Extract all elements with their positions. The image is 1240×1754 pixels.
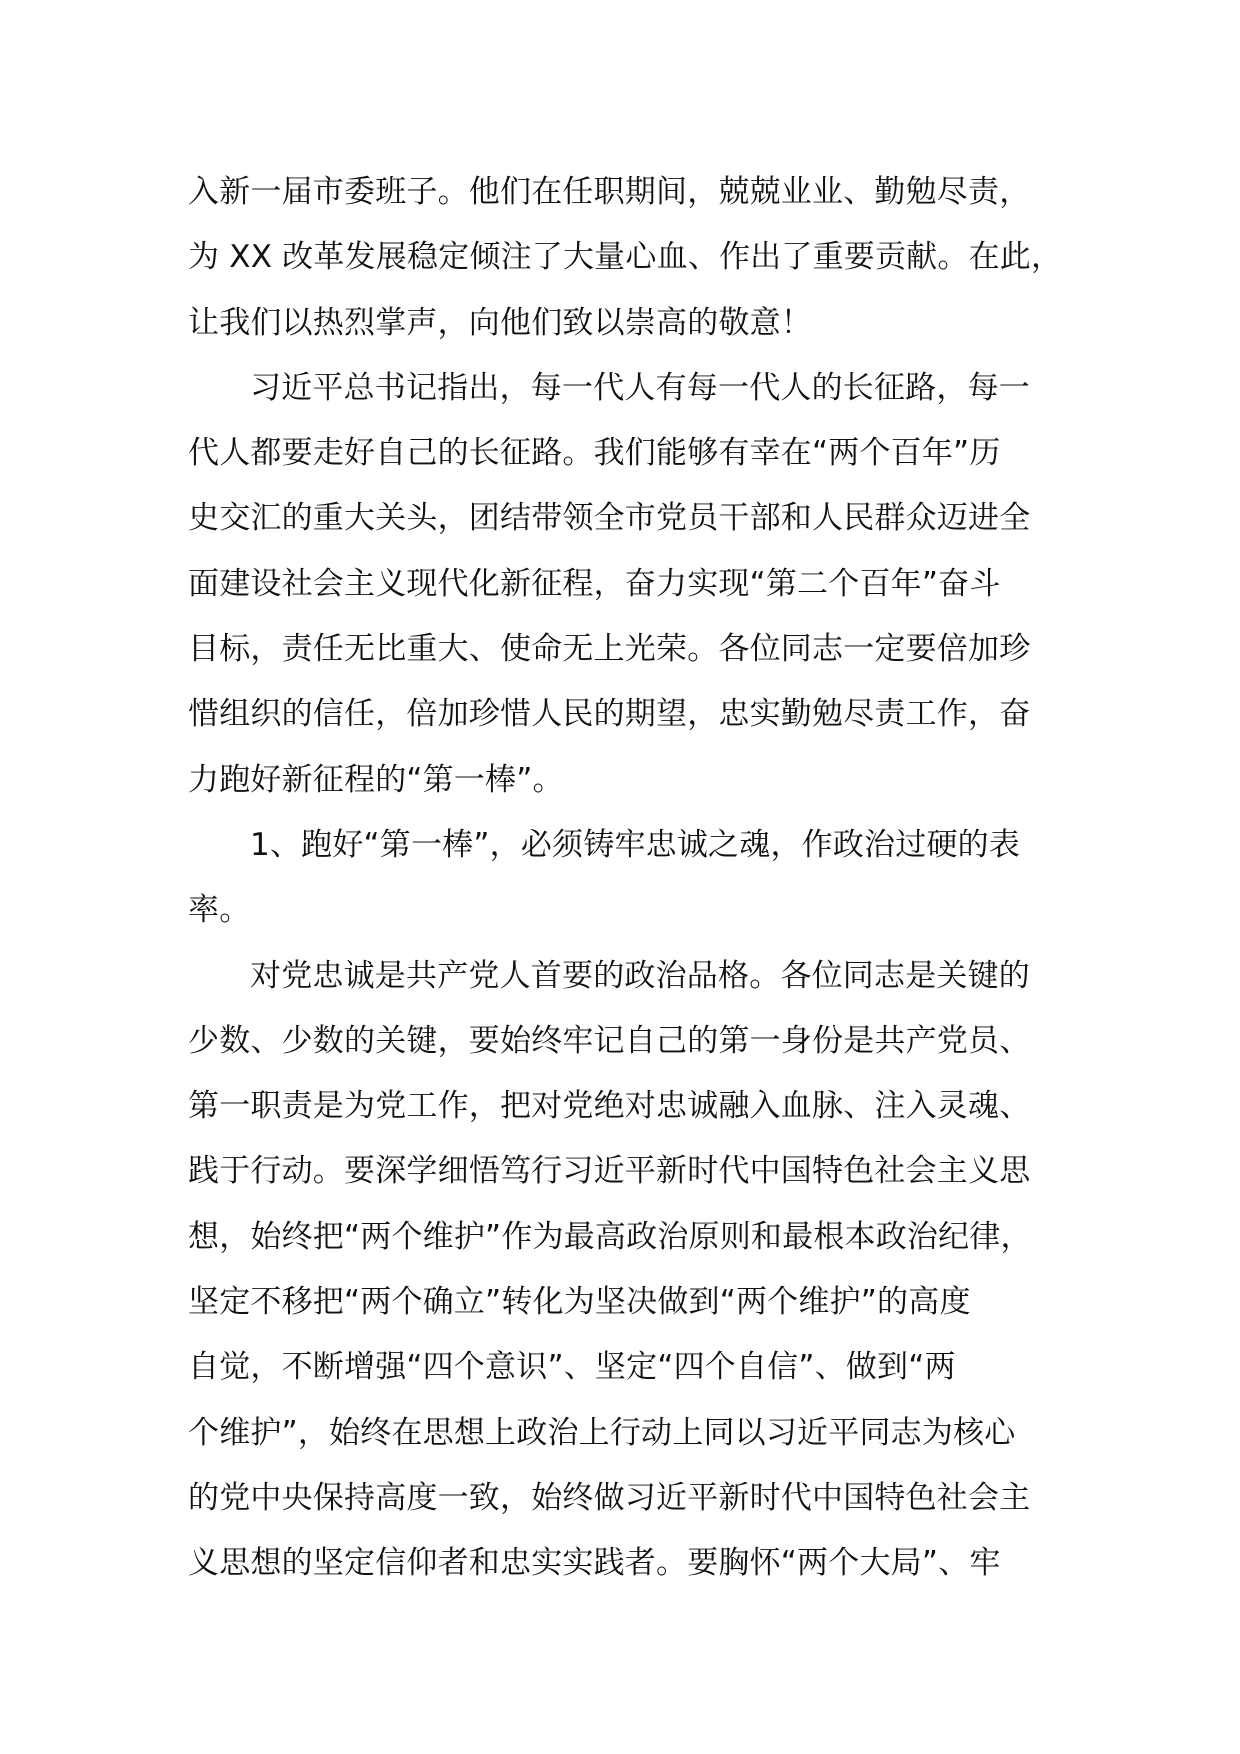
text-line: 坚定不移把“两个确立”转化为坚决做到“两个维护”的高度 — [188, 1284, 971, 1321]
text-line: 的党中央保持高度一致，始终做习近平新时代中国特色社会主 — [188, 1479, 1031, 1516]
text-line: 让我们以热烈掌声，向他们致以崇高的敬意！ — [188, 304, 812, 341]
document-body — [188, 160, 1088, 1597]
text-line: 史交汇的重大关头，团结带领全市党员干部和人民群众迈进全 — [188, 500, 1031, 537]
section-heading-line: 1、跑好“第一棒”，必须铸牢忠诚之魂，作政治过硬的表 — [250, 826, 1021, 863]
paragraph-first-line: 对党忠诚是共产党人首要的政治品格。各位同志是关键的 — [250, 957, 1030, 994]
text-line: 个维护”，始终在思想上政治上行动上同以习近平同志为核心 — [188, 1414, 1016, 1451]
text-line: 惜组织的信任，倍加珍惜人民的期望，忠实勤勉尽责工作，奋 — [188, 696, 1031, 733]
paragraph-first-line: 习近平总书记指出，每一代人有每一代人的长征路，每一 — [250, 369, 1030, 406]
text-line: 代人都要走好自己的长征路。我们能够有幸在“两个百年”历 — [188, 435, 1001, 472]
text-line: 第一职责是为党工作，把对党绝对忠诚融入血脉、注入灵魂、 — [188, 1088, 1031, 1125]
text-line: 少数、少数的关键，要始终牢记自己的第一身份是共产党员、 — [188, 1022, 1031, 1059]
text-line: 践于行动。要深学细悟笃行习近平新时代中国特色社会主义思 — [188, 1153, 1031, 1190]
text-line: 自觉，不断增强“四个意识”、坚定“四个自信”、做到“两 — [188, 1349, 956, 1386]
text-line: 力跑好新征程的“第一棒”。 — [188, 761, 564, 798]
text-line: 面建设社会主义现代化新征程，奋力实现“第二个百年”奋斗 — [188, 565, 1001, 602]
text-line: 为 XX 改革发展稳定倾注了大量心血、作出了重要贡献。在此， — [188, 239, 1063, 276]
text-line: 目标，责任无比重大、使命无上光荣。各位同志一定要倍加珍 — [188, 631, 1031, 668]
text-line: 入新一届市委班子。他们在任职期间，兢兢业业、勤勉尽责， — [188, 174, 1031, 210]
section-heading-line: 率。 — [188, 892, 251, 929]
text-line: 义思想的坚定信仰者和忠实实践者。要胸怀“两个大局”、牢 — [188, 1545, 1001, 1582]
text-line: 想，始终把“两个维护”作为最高政治原则和最根本政治纪律， — [188, 1218, 1032, 1255]
